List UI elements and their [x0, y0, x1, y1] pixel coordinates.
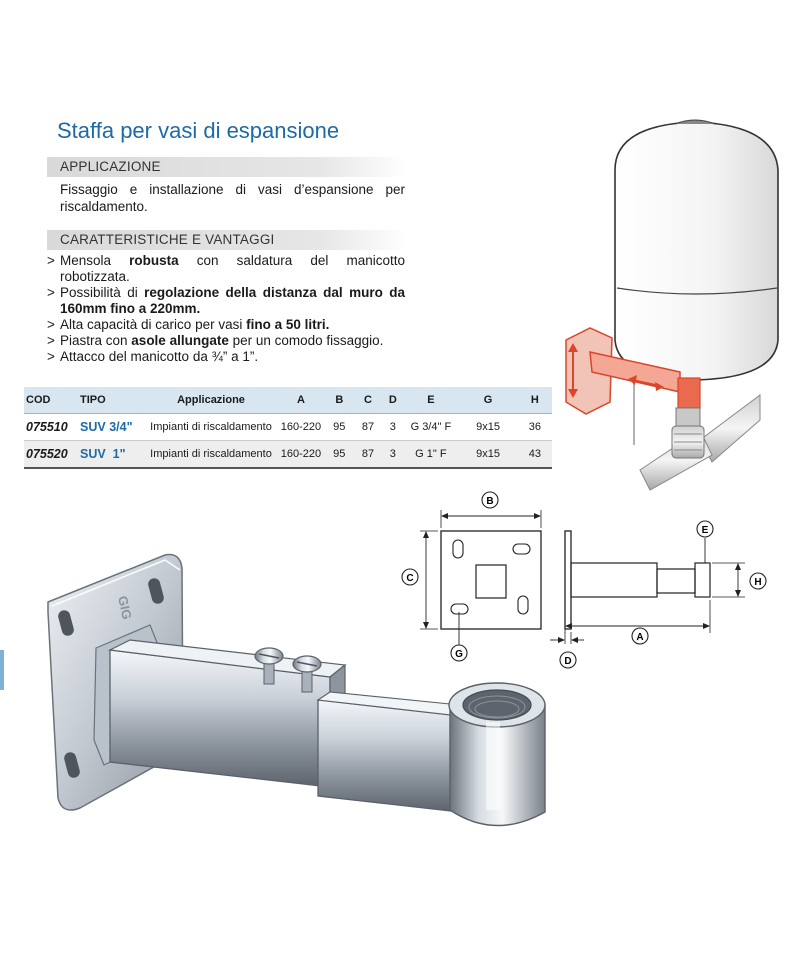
technical-drawing-front [420, 510, 541, 645]
cell-c: 87 [354, 441, 383, 469]
th-b: B [325, 387, 354, 414]
feature-text: con saldatura del manicotto robotizzata. [60, 253, 405, 284]
th-e: E [403, 387, 458, 414]
label-a: A [636, 632, 644, 643]
cell-d: 3 [382, 441, 403, 469]
th-a: A [277, 387, 325, 414]
feature-text: Alta capacità di carico per vasi [60, 317, 247, 332]
feature-text: Mensola [60, 253, 130, 268]
cell-cod: 075510 [24, 414, 80, 441]
feature-text: Possibilità di [60, 285, 145, 300]
technical-drawing-side [550, 531, 745, 644]
cell-e: G 3/4" F [403, 414, 458, 441]
feature-marker: > [47, 333, 55, 348]
cell-tipo: SUV 3/4" [80, 414, 145, 441]
installation-illustration [566, 120, 778, 490]
threaded-socket [449, 683, 545, 826]
feature-marker: > [47, 285, 55, 300]
th-tipo: TIPO [80, 387, 145, 414]
cell-applicazione: Impianti di riscaldamento [145, 441, 277, 469]
feature-text: Attacco del manicotto da ¾” a 1”. [60, 349, 259, 364]
th-applicazione: Applicazione [145, 387, 277, 414]
feature-marker: > [47, 317, 55, 332]
section-heading-application-text: APPLICAZIONE [60, 159, 161, 174]
th-c: C [354, 387, 383, 414]
cell-cod: 075520 [24, 441, 80, 469]
label-d: D [564, 656, 572, 667]
application-text: Fissaggio e installazione di vasi d’espansione per riscaldamento. [60, 182, 405, 214]
feature-marker: > [47, 253, 55, 268]
page-title: Staffa per vasi di espansione [57, 118, 340, 143]
cell-applicazione: Impianti di riscaldamento [145, 414, 277, 441]
th-d: D [382, 387, 403, 414]
feature-text: Piastra con [60, 333, 132, 348]
product-photo-bracket [48, 555, 545, 826]
th-cod: COD [24, 387, 80, 414]
cell-a: 160-220 [277, 414, 325, 441]
cell-b: 95 [325, 414, 354, 441]
cell-tipo: SUV 1" [80, 441, 145, 469]
feature-text-bold: asole allungate [131, 333, 229, 348]
label-c: C [406, 573, 414, 584]
cell-b: 95 [325, 441, 354, 469]
dimension-labels [402, 492, 766, 668]
cell-e: G 1" F [403, 441, 458, 469]
label-g: G [455, 649, 463, 660]
inner-tube [318, 700, 460, 812]
feature-text-bold: fino a 50 litri. [246, 317, 330, 332]
cell-c: 87 [354, 414, 383, 441]
th-h: H [518, 387, 552, 414]
plate-engraving: GIG [115, 594, 135, 621]
expansion-tank [615, 122, 778, 380]
cell-g: 9x15 [458, 441, 517, 469]
label-h: H [754, 577, 762, 588]
cell-d: 3 [382, 414, 403, 441]
feature-text-bold: robusta [129, 253, 179, 268]
label-b: B [486, 496, 494, 507]
cell-h: 36 [518, 414, 552, 441]
cell-g: 9x15 [458, 414, 517, 441]
feature-text-bold: regolazione della distanza dal muro da 160mm fino a 220mm. [60, 285, 405, 316]
section-heading-features-text: CARATTERISTICHE E VANTAGGI [60, 232, 275, 247]
cell-h: 43 [518, 441, 552, 469]
label-e: E [701, 525, 709, 536]
feature-marker: > [47, 349, 55, 364]
th-g: G [458, 387, 517, 414]
feature-text: per un comodo fissaggio. [228, 333, 384, 348]
cell-a: 160-220 [277, 441, 325, 469]
